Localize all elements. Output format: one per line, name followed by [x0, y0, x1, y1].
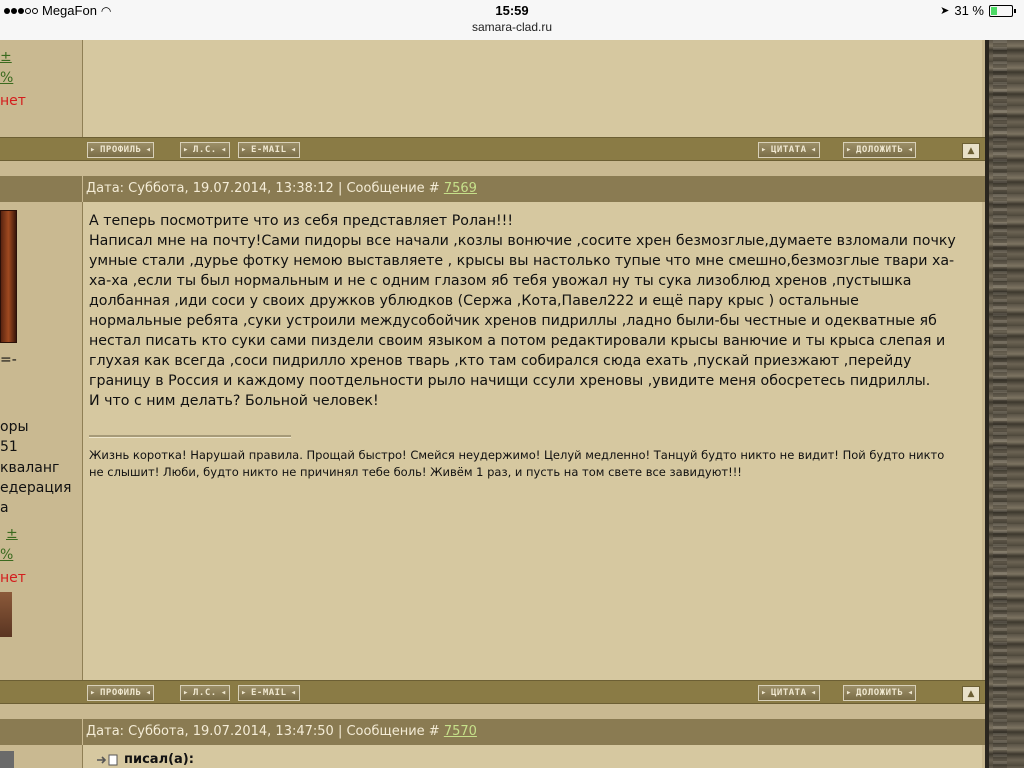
battery-percent: 31 % — [954, 3, 984, 18]
author-rank: =- — [0, 352, 17, 368]
post-number-link[interactable]: 7569 — [443, 181, 477, 196]
avatar[interactable] — [0, 751, 14, 768]
post-line: Написал мне на почту!Сами пидоры все начали ,козлы вонючие ,сосите хрен безмозглые,думаете взломали почку — [89, 233, 956, 249]
author-location: едерация — [0, 480, 72, 496]
post-header — [0, 176, 985, 202]
email-button[interactable]: ▸ E-MAIL ◂ — [238, 142, 300, 158]
post-line: нормальные ребята ,суки устроили междусобойчик хренов пидриллы ,ладно были-бы честные и одекватные яб — [89, 313, 937, 329]
prev-percent-link[interactable]: % — [0, 70, 14, 86]
prev-post-body — [83, 40, 982, 137]
location-arrow-icon: ➤ — [940, 5, 950, 17]
carrier-name: MegaFon — [42, 3, 97, 18]
signature-divider — [89, 435, 291, 438]
post-line: долбанная ,иди соси у своих дружков ублюдков (Сержа ,Кота,Павел222 и ещё пару крыс ) остальные — [89, 293, 859, 309]
author-location-2: а — [0, 500, 9, 516]
post-meta — [86, 724, 477, 739]
url-text: samara-clad.ru — [471, 20, 553, 34]
clock: 15:59 — [495, 3, 529, 18]
author-posts-count: 51 — [0, 439, 18, 455]
address-bar[interactable] — [0, 18, 1024, 41]
post-header — [0, 719, 985, 745]
author-column — [0, 202, 83, 680]
decorative-right-border — [985, 40, 1024, 768]
prev-author-column — [0, 40, 83, 137]
scroll-top-button[interactable]: ▲ — [962, 143, 980, 159]
post-content — [83, 745, 982, 768]
post-line: глухая как всегда ,соси пидрилло хренов тварь ,кто там собирался сюда ехать ,пускай приезжают ,перейду — [89, 353, 912, 369]
profile-button[interactable]: ▸ ПРОФИЛЬ ◂ — [87, 685, 154, 701]
post-line: умные стали ,дурье фотку немою выставляете , крысы вы настолько тупые что мне смешно,безмозглые твари ха- — [89, 253, 955, 269]
author-group: кваланг — [0, 460, 60, 476]
post-number-link[interactable]: 7570 — [443, 724, 477, 739]
pm-button[interactable]: ▸ Л.С. ◂ — [180, 685, 230, 701]
author-posts-label: оры — [0, 419, 29, 435]
post-line: И что с ним делать? Больной человек! — [89, 393, 379, 409]
forum-page — [0, 40, 985, 768]
scroll-top-button[interactable]: ▲ — [962, 686, 980, 702]
post-line: границу в Россия и каждому поотдельности рыло начищи ссули хреновы ,увидите меня обосретесь пидриллы. — [89, 373, 931, 389]
report-button[interactable]: ▸ ДОЛОЖИТЬ ◂ — [843, 685, 916, 701]
signature-line: не слышит! Люби, будто никто не причинял тебе боль! Живём 1 раз, и пусть на том свете все завидуют!!! — [89, 465, 742, 479]
post-line: ха-ха ,если ты был нормальным и не с одним глазом яб тебя увожал ну ты сука лизоблюд хренов ,пустышка — [89, 273, 912, 289]
pm-button[interactable]: ▸ Л.С. ◂ — [180, 142, 230, 158]
author-column — [0, 745, 83, 768]
post-line: А теперь посмотрите что из себя представляет Ролан!!! — [89, 213, 514, 229]
profile-button[interactable]: ▸ ПРОФИЛЬ ◂ — [87, 142, 154, 158]
battery-cap — [1014, 9, 1016, 13]
online-status: нет — [0, 570, 26, 586]
post-line: нестал писать кто суки сами пиздели своим языком а потом редактировали крысы ванючие и ты крыса слепая и — [89, 333, 946, 349]
post-date: Дата: Суббота, 19.07.2014, 13:47:50 | Сообщение # — [86, 724, 440, 739]
quote-author: писал(а): — [124, 752, 194, 767]
user-badge-image — [0, 592, 12, 637]
post-meta — [86, 181, 477, 196]
avatar[interactable] — [0, 210, 17, 343]
percent-link[interactable]: % — [0, 547, 14, 563]
battery-icon — [989, 5, 1013, 17]
reputation-link[interactable]: ± — [6, 526, 18, 542]
report-button[interactable]: ▸ ДОЛОЖИТЬ ◂ — [843, 142, 916, 158]
prev-post-actions — [0, 137, 985, 161]
quote-button[interactable]: ▸ ЦИТАТА ◂ — [758, 142, 820, 158]
quote-button[interactable]: ▸ ЦИТАТА ◂ — [758, 685, 820, 701]
signature — [89, 447, 974, 481]
signature-line: Жизнь коротка! Нарушай правила. Прощай быстро! Смейся неудержимо! Целуй медленно! Танцуй будто никто не видит! Пой будто никто — [89, 448, 945, 462]
email-button[interactable]: ▸ E-MAIL ◂ — [238, 685, 300, 701]
quote-arrow-icon — [96, 754, 120, 766]
post-date: Дата: Суббота, 19.07.2014, 13:38:12 | Сообщение # — [86, 181, 440, 196]
battery-group — [940, 3, 1016, 18]
prev-reputation-link[interactable]: ± — [0, 49, 12, 65]
post-actions — [0, 680, 985, 704]
wifi-icon: ◠ — [100, 3, 112, 18]
prev-online-status: нет — [0, 93, 26, 109]
post-text — [89, 211, 974, 411]
